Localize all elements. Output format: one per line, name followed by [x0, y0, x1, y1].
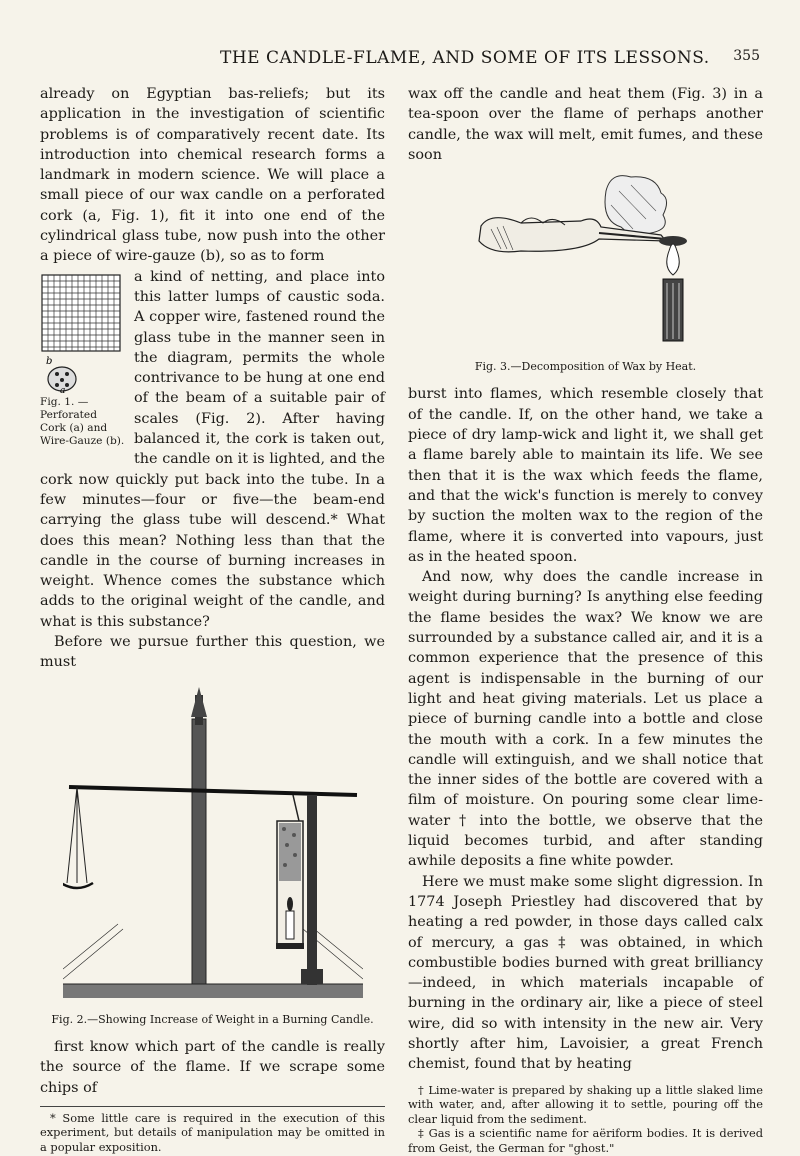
right-paragraph-2: burst into flames, which resemble closely that of the candle. If, on the other hand, we take a piece of dry lamp-wick and light it, we shall get a flame barely able to maintain its life. We see then that it is the wax which feeds the flame, and that the wick's function is merely to convey by suction the molten wax to the region of the flame, where it is converted into vapours, just as in the heated spoon.	[408, 386, 763, 565]
right-paragraph-1: wax off the candle and heat them (Fig. 3) in a tea-spoon over the flame of perhaps another candle, the wax will melt, emit fumes, and these soon	[408, 86, 763, 163]
figure-2-caption: Fig. 2.—Showing Increase of Weight in a Burning Candle.	[51, 1012, 374, 1026]
left-footnote: * Some little care is required in the execution of this experiment, but details of manipulation may be omitted in a popular exposition.	[40, 1110, 385, 1154]
figure-1-caption: Fig. 1. — Perforated Cork (a) and Wire-Gauze (b).	[40, 396, 125, 447]
right-paragraph-3: And now, why does the candle increase in weight during burning? Is anything else feeding the flame besides the wax? We know we are surrounded by a substance called air, and it is a common experience that the presence of this agent is indispensable in the burning of our light and heat giving materials. Let us place a piece of burning candle into a bottle and close the mouth with a cork. In a few minutes the candle will extinguish, and we shall notice that the inner sides of the bottle are covered with a film of moisture. On pouring some clear lime-water † into the bottle, we observe that the liquid becomes turbid, and after standing awhile deposits a fine white powder.	[408, 569, 763, 870]
left-paragraph-2: Before we pursue further this question, we must	[40, 634, 385, 671]
right-paragraph-4: Here we must make some slight digression. In 1774 Joseph Priestley had discovered that by heating a red powder, in those days called calx of mercury, a gas ‡ was obtained, in which combustible bodies burned with great brilliancy—indeed, in which materials incapable of burning in the ordinary air, like a piece of steel wire, did so with intensity in the new air. Very shortly after him, Lavoisier, a great French chemist, found that by heating	[408, 873, 763, 1073]
figure-1	[40, 273, 126, 448]
page-number: 355	[733, 48, 760, 64]
running-title: THE CANDLE-FLAME, AND SOME OF ITS LESSONS.	[220, 48, 710, 68]
right-footnote-2: ‡ Gas is a scientific name for aëriform bodies. It is derived from Geist, the German for "ghost."	[408, 1126, 763, 1155]
figure-3	[408, 171, 763, 374]
hand-spoon-candle-illustration	[461, 171, 711, 351]
left-paragraph-1a: already on Egyptian bas-reliefs; but its application in the investigation of scientific problems is of comparatively recent date. Its introduction into chemical research forms a landmark in modern science. We will place a small piece of our wax candle on a perforated cork (a, Fig. 1), fit it into one end of the cylindrical glass tube, now push into the other a piece of wire-gauze (b), so as to form	[40, 86, 385, 265]
scales-illustration	[63, 679, 363, 1004]
right-column	[408, 84, 763, 1156]
left-column	[40, 84, 385, 1155]
figure-2	[40, 679, 385, 1027]
left-paragraph-1b	[40, 267, 385, 632]
left-paragraph-1b-text: a kind of netting, and place into this latter lumps of caustic soda. A copper wire, fastened round the glass tube in the manner seen in the diagram, permits the whole contrivance to be hung at one end of the beam of a suitable pair of scales (Fig. 2). After having balanced it, the cork is taken out, the candle on it is lighted, and the cork now quickly put back into the tube. In a few minutes—four or five—the beam-end carrying the glass tube will descend.* What does this mean? Nothing less than that the candle in the course of burning increases in weight. Whence comes the substance which adds to the original weight of the candle, and what is this substance?	[40, 268, 385, 630]
right-footnote-1: † Lime-water is prepared by shaking up a little slaked lime with water, and, after allowing it to settle, pouring off the clear liquid from the sediment.	[408, 1082, 763, 1126]
left-paragraph-3: first know which part of the candle is really the source of the flame. If we scrape some chips of	[40, 1038, 385, 1096]
footnote-rule	[40, 1106, 385, 1107]
running-header	[40, 48, 760, 74]
figure-1-label-b: b	[46, 355, 53, 367]
wire-gauze-and-cork-illustration	[40, 273, 126, 393]
figure-3-caption: Fig. 3.—Decomposition of Wax by Heat.	[474, 360, 697, 374]
figure-1-label-a: a	[60, 385, 66, 393]
